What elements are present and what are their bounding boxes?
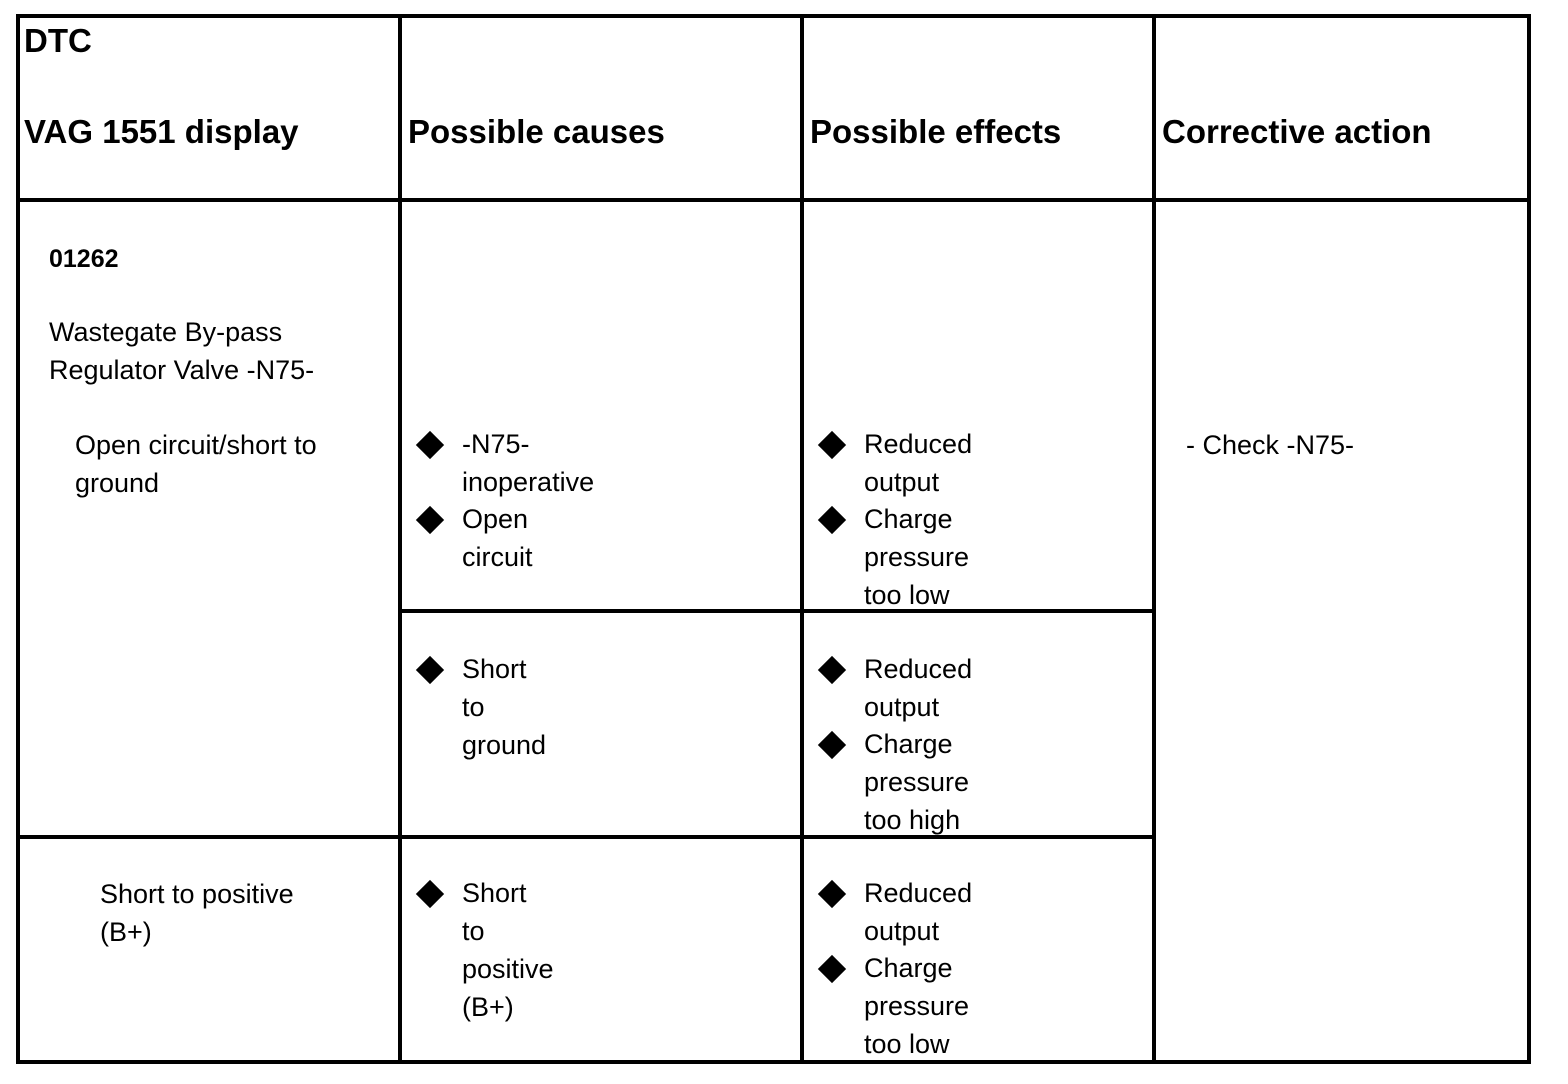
effect-text: Charge pressure too low xyxy=(864,953,970,1059)
header-possible-causes: Possible causes xyxy=(408,113,665,150)
effect-text: Reduced output xyxy=(864,654,973,722)
row-divider xyxy=(398,609,1156,613)
diamond-bullet-icon xyxy=(818,955,846,983)
diamond-bullet-icon xyxy=(818,656,846,684)
column-divider xyxy=(800,14,804,1064)
header-dtc: DTC xyxy=(24,22,92,59)
cause-text: Short to ground xyxy=(462,654,547,760)
effect-text: Charge pressure too high xyxy=(864,729,970,835)
diamond-bullet-icon xyxy=(818,431,846,459)
header-vag-display: VAG 1551 display xyxy=(24,113,299,150)
row-divider xyxy=(16,835,1156,839)
table-border-bottom xyxy=(16,1060,1531,1064)
diamond-bullet-icon xyxy=(416,431,444,459)
diamond-bullet-icon xyxy=(416,656,444,684)
header-corrective-action: Corrective action xyxy=(1162,113,1432,150)
diamond-bullet-icon xyxy=(818,880,846,908)
dtc-fault-short-positive: Short to positive (B+) xyxy=(100,879,294,947)
effect-text: Reduced output xyxy=(864,878,973,946)
corrective-action-text: - Check -N75- xyxy=(1186,430,1355,460)
table-border-right xyxy=(1527,14,1531,1064)
effect-text: Reduced output xyxy=(864,429,973,497)
table-border-left xyxy=(16,14,20,1064)
diamond-bullet-icon xyxy=(818,731,846,759)
column-divider xyxy=(1152,14,1156,1064)
header-divider xyxy=(16,198,1531,202)
dtc-code: 01262 xyxy=(49,245,119,273)
diamond-bullet-icon xyxy=(416,506,444,534)
dtc-fault-open-short-ground: Open circuit/short to ground xyxy=(75,430,317,498)
dtc-table xyxy=(16,14,1531,1064)
cause-text: Short to positive (B+) xyxy=(462,878,554,1022)
dtc-component: Wastegate By-pass Regulator Valve -N75- xyxy=(49,317,315,385)
cause-text: -N75- inoperative xyxy=(462,429,595,497)
effect-text: Charge pressure too low xyxy=(864,504,970,610)
diamond-bullet-icon xyxy=(818,506,846,534)
header-possible-effects: Possible effects xyxy=(810,113,1062,150)
column-divider xyxy=(398,14,402,1064)
cause-text: Open circuit xyxy=(462,504,533,572)
diamond-bullet-icon xyxy=(416,880,444,908)
table-border-top xyxy=(16,14,1531,18)
